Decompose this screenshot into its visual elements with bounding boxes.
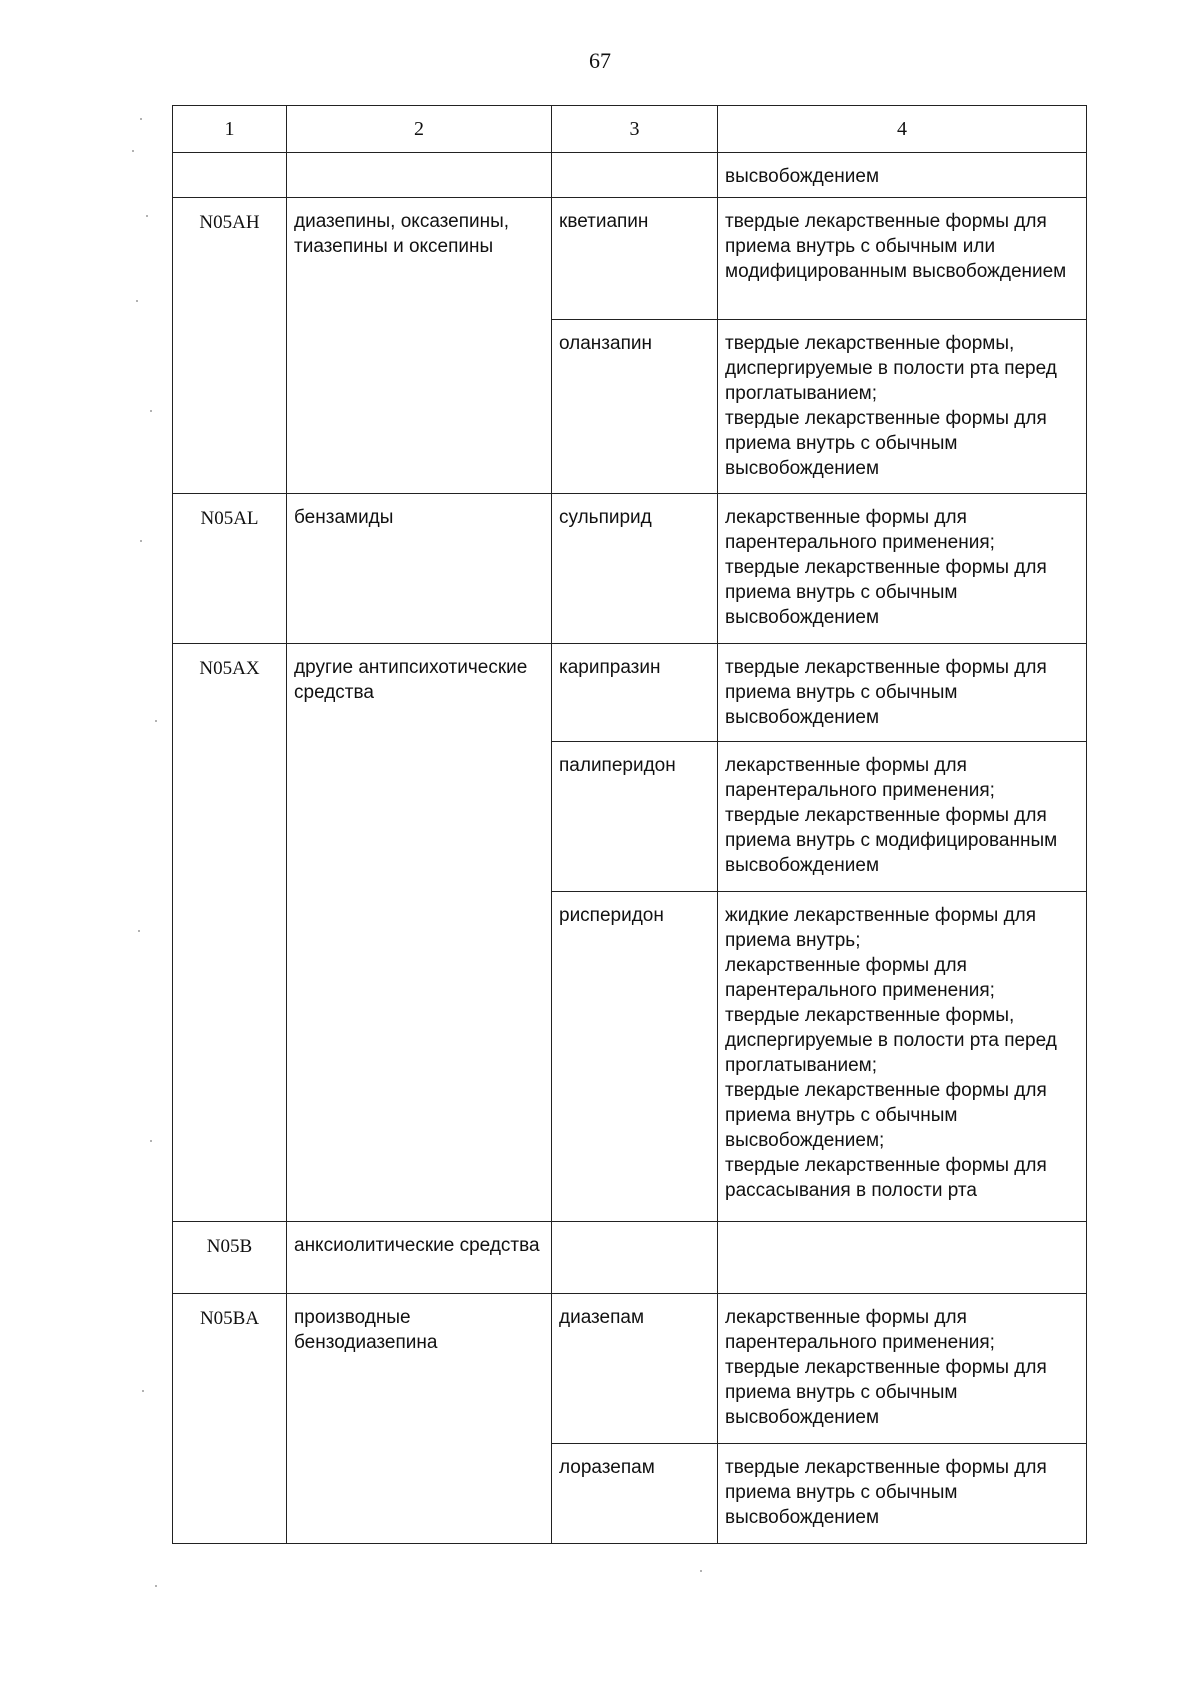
drug-cell: карипразин <box>552 644 718 742</box>
dosage-form-line: твердые лекарственные формы для рассасывания в полости рта <box>725 1155 1047 1201</box>
drug-cell: сульпирид <box>552 494 718 644</box>
dosage-form-line: твердые лекарственные формы для приема внутрь с обычным высвобождением <box>725 557 1047 628</box>
dosage-form-line: лекарственные формы для парентерального применения; <box>725 507 995 553</box>
table-row <box>173 494 1087 644</box>
column-header-4: 4 <box>718 106 1087 153</box>
scan-speck <box>700 1570 702 1572</box>
table-row <box>173 1222 1087 1294</box>
dosage-form-cell <box>718 198 1087 320</box>
dosage-form-line: твердые лекарственные формы для приема внутрь с обычным высвобождением <box>725 1457 1047 1528</box>
table-row <box>173 153 1087 198</box>
drug-cell <box>552 153 718 198</box>
atc-code-cell <box>173 153 287 198</box>
atc-code-cell: N05AL <box>173 494 287 644</box>
group-cell: производные бензодиазепина <box>287 1294 552 1544</box>
atc-code-cell: N05BA <box>173 1294 287 1544</box>
dosage-form-line: твердые лекарственные формы для приема внутрь с обычным высвобождением <box>725 657 1047 728</box>
dosage-form-cell <box>718 892 1087 1222</box>
column-header-3: 3 <box>552 106 718 153</box>
dosage-form-cell <box>718 644 1087 742</box>
dosage-form-line: твердые лекарственные формы для приема внутрь с модифицированным высвобождением <box>725 805 1058 876</box>
dosage-form-line: лекарственные формы для парентерального применения; <box>725 955 995 1001</box>
dosage-form-line: твердые лекарственные формы, диспергируемые в полости рта перед проглатыванием; <box>725 333 1057 404</box>
drug-cell <box>552 1222 718 1294</box>
header-row <box>173 106 1087 153</box>
dosage-form-line: твердые лекарственные формы для приема внутрь с обычным высвобождением <box>725 1357 1047 1428</box>
scan-speck <box>138 930 140 932</box>
column-header-1: 1 <box>173 106 287 153</box>
scan-speck <box>146 215 148 217</box>
group-cell: бензамиды <box>287 494 552 644</box>
group-cell: диазепины, оксазепины, тиазепины и оксепины <box>287 198 552 494</box>
scan-speck <box>140 118 142 120</box>
table-row <box>173 644 1087 742</box>
dosage-form-line: лекарственные формы для парентерального применения; <box>725 1307 995 1353</box>
scan-speck <box>150 410 152 412</box>
dosage-form-cell <box>718 153 1087 198</box>
dosage-form-line: твердые лекарственные формы, диспергируемые в полости рта перед проглатыванием; <box>725 1005 1057 1076</box>
drug-cell: диазепам <box>552 1294 718 1444</box>
dosage-form-line: твердые лекарственные формы для приема внутрь с обычным высвобождением; <box>725 1080 1047 1151</box>
dosage-form-cell <box>718 742 1087 892</box>
scan-speck <box>132 150 134 152</box>
scan-speck <box>150 1140 152 1142</box>
atc-code-cell: N05B <box>173 1222 287 1294</box>
group-cell <box>287 153 552 198</box>
dosage-form-line: лекарственные формы для парентерального применения; <box>725 755 995 801</box>
dosage-form-line: высвобождением <box>725 166 880 187</box>
dosage-form-cell <box>718 1222 1087 1294</box>
column-header-2: 2 <box>287 106 552 153</box>
scan-speck <box>140 540 142 542</box>
scan-speck <box>155 720 157 722</box>
page-number: 67 <box>589 48 611 73</box>
group-cell: другие антипсихотические средства <box>287 644 552 1222</box>
drug-table <box>172 105 1087 1544</box>
atc-code-cell: N05AX <box>173 644 287 1222</box>
drug-cell: лоразепам <box>552 1444 718 1544</box>
scan-speck <box>136 300 138 302</box>
dosage-form-cell <box>718 494 1087 644</box>
table-row <box>173 1294 1087 1444</box>
drug-cell: палиперидон <box>552 742 718 892</box>
dosage-form-cell <box>718 1294 1087 1444</box>
scan-speck <box>155 1585 157 1587</box>
dosage-form-cell <box>718 1444 1087 1544</box>
drug-cell: кветиапин <box>552 198 718 320</box>
drug-cell: рисперидон <box>552 892 718 1222</box>
group-cell: анксиолитические средства <box>287 1222 552 1294</box>
dosage-form-cell <box>718 320 1087 494</box>
table-row <box>173 198 1087 320</box>
drug-cell: оланзапин <box>552 320 718 494</box>
dosage-form-line: твердые лекарственные формы для приема внутрь с обычным высвобождением <box>725 408 1047 479</box>
dosage-form-line: твердые лекарственные формы для приема внутрь с обычным или модифицированным высвобождением <box>725 211 1067 282</box>
scan-speck <box>142 1390 144 1392</box>
dosage-form-line: жидкие лекарственные формы для приема внутрь; <box>725 905 1037 951</box>
atc-code-cell: N05AH <box>173 198 287 494</box>
